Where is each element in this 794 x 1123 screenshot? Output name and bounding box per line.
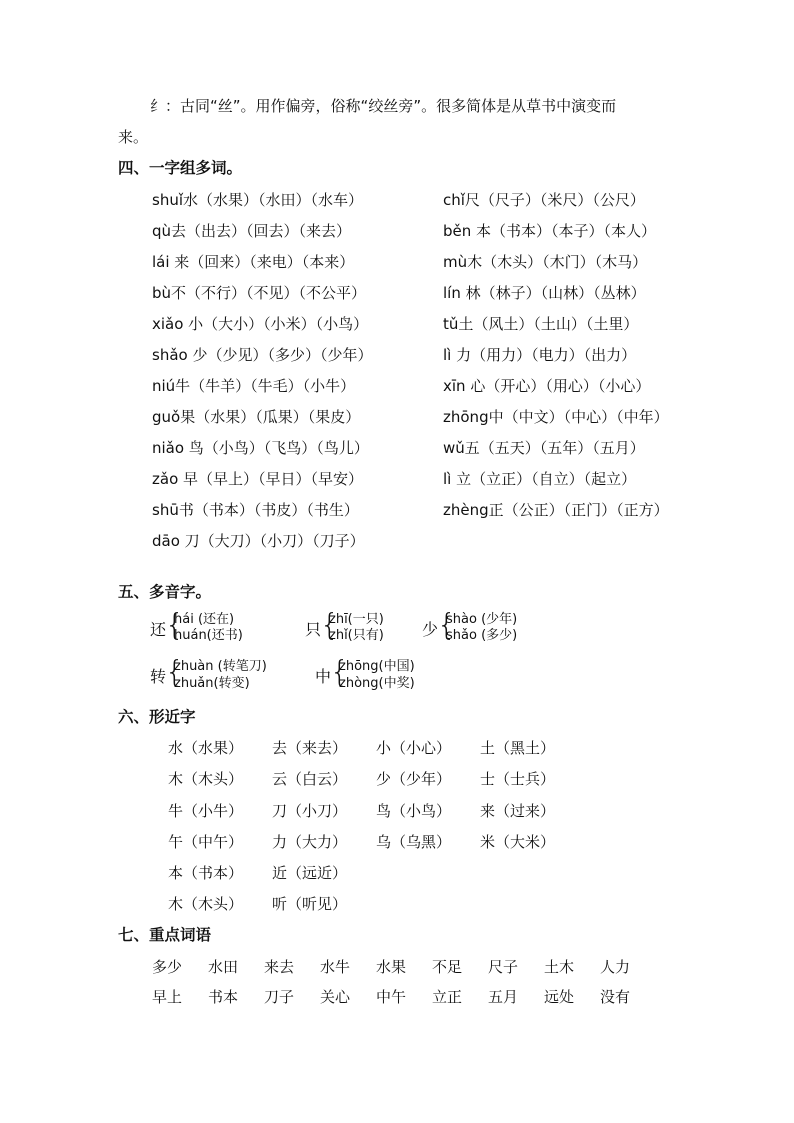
- word-group-item: shū书（书本）（书皮）（书生）: [152, 501, 359, 519]
- word-group-item: bù不（不行）（不见）（不公平）: [152, 284, 367, 302]
- similar-char-cell: 木（木头）: [168, 770, 244, 788]
- polyphone-reading: zhuǎn(转变): [174, 676, 250, 691]
- brace-icon: {: [437, 608, 457, 643]
- polyphone-reading: shǎo (多少): [446, 628, 518, 643]
- key-word: 五月: [488, 988, 519, 1006]
- section5-title: 五、多音字。: [118, 583, 212, 601]
- polyphone-char: 转: [150, 667, 167, 686]
- polyphone-char: 少: [422, 620, 439, 639]
- word-group-item: zhōng中（中文）（中心）（中年）: [443, 408, 669, 426]
- polyphone-reading: shào (少年): [446, 612, 518, 627]
- word-group-item: wǔ五（五天）（五年）（五月）: [443, 439, 645, 457]
- brace-icon: {: [165, 608, 185, 643]
- polyphone-reading: zhī(一只): [329, 612, 384, 627]
- similar-char-cell: 水（水果）: [168, 739, 244, 757]
- intro-line-1: 纟：古同“丝”。用作偏旁，俗称“绞丝旁”。很多简体是从草书中演变而: [150, 97, 617, 115]
- key-word: 多少: [152, 958, 183, 976]
- key-word: 水牛: [320, 958, 351, 976]
- key-word: 人力: [600, 958, 631, 976]
- polyphone-reading: hái (还在): [174, 612, 235, 627]
- similar-char-cell: 本（书本）: [168, 864, 244, 882]
- polyphone-reading: zhōng(中国): [339, 659, 415, 674]
- polyphone-char: 中: [315, 667, 332, 686]
- polyphone-char: 还: [150, 620, 167, 639]
- similar-char-cell: 小（小心）: [376, 739, 452, 757]
- word-group-item: tǔ土（风土）（土山）（土里）: [443, 315, 639, 333]
- word-group-item: xīn 心（开心）（用心）（小心）: [443, 377, 651, 395]
- similar-char-cell: 米（大米）: [480, 833, 556, 851]
- brace-icon: {: [330, 655, 350, 690]
- similar-char-cell: 力（大力）: [272, 833, 348, 851]
- key-word: 书本: [208, 988, 239, 1006]
- section4-title: 四、一字组多词。: [118, 159, 243, 177]
- word-group-item: zhèng正（公正）（正门）（正方）: [443, 501, 669, 519]
- word-group-item: xiǎo 小（大小）（小米）（小鸟）: [152, 315, 369, 333]
- word-group-item: niǎo 鸟（小鸟）（飞鸟）（鸟儿）: [152, 439, 369, 457]
- similar-char-cell: 士（士兵）: [480, 770, 556, 788]
- word-group-item: lì 力（用力）（电力）（出力）: [443, 346, 637, 364]
- polyphone-reading: zhǐ(只有): [329, 628, 384, 643]
- key-word: 立正: [432, 988, 463, 1006]
- similar-char-cell: 听（听见）: [272, 895, 348, 913]
- key-word: 不足: [432, 958, 463, 976]
- word-group-item: qù去（出去）（回去）（来去）: [152, 222, 352, 240]
- similar-char-cell: 少（少年）: [376, 770, 452, 788]
- similar-char-cell: 乌（乌黑）: [376, 833, 452, 851]
- word-group-item: zǎo 早（早上）（早日）（早安）: [152, 470, 364, 488]
- similar-char-cell: 木（木头）: [168, 895, 244, 913]
- word-group-item: shǎo 少（少见）（多少）（少年）: [152, 346, 373, 364]
- section7-title: 七、重点词语: [118, 926, 212, 944]
- section6-title: 六、形近字: [118, 708, 196, 726]
- word-group-item: lái 来（回来）（来电）（本来）: [152, 253, 355, 271]
- key-word: 水田: [208, 958, 239, 976]
- similar-char-cell: 牛（小牛）: [168, 802, 244, 820]
- key-word: 尺子: [488, 958, 519, 976]
- polyphone-reading: huán(还书): [174, 628, 243, 643]
- word-group-item: lín 林（林子）（山林）（丛林）: [443, 284, 646, 302]
- key-word: 中午: [376, 988, 407, 1006]
- similar-char-cell: 刀（小刀）: [272, 802, 348, 820]
- similar-char-cell: 鸟（小鸟）: [376, 802, 452, 820]
- key-word: 水果: [376, 958, 407, 976]
- polyphone-char: 只: [305, 620, 322, 639]
- key-word: 来去: [264, 958, 295, 976]
- word-group-item: guǒ果（水果）（瓜果）（果皮）: [152, 408, 361, 426]
- key-word: 关心: [320, 988, 351, 1006]
- similar-char-cell: 来（过来）: [480, 802, 556, 820]
- word-group-item: běn 本（书本）（本子）（本人）: [443, 222, 657, 240]
- polyphone-reading: zhuàn (转笔刀): [174, 659, 267, 674]
- similar-char-cell: 去（来去）: [272, 739, 348, 757]
- brace-icon: {: [320, 608, 340, 643]
- word-group-item: chǐ尺（尺子）（米尺）（公尺）: [443, 191, 645, 209]
- key-word: 早上: [152, 988, 183, 1006]
- similar-char-cell: 近（远近）: [272, 864, 348, 882]
- word-group-item: niú牛（牛羊）（牛毛）（小牛）: [152, 377, 356, 395]
- key-word: 远处: [544, 988, 575, 1006]
- polyphone-reading: zhòng(中奖): [339, 676, 415, 691]
- word-group-item: lì 立（立正）（自立）（起立）: [443, 470, 637, 488]
- intro-line-2: 来。: [118, 128, 149, 146]
- similar-char-cell: 土（黑土）: [480, 739, 556, 757]
- similar-char-cell: 云（白云）: [272, 770, 348, 788]
- brace-icon: {: [165, 655, 185, 690]
- similar-char-cell: 午（中午）: [168, 833, 244, 851]
- word-group-item: shuǐ水（水果）（水田）（水车）: [152, 191, 363, 209]
- word-group-item: dāo 刀（大刀）（小刀）（刀子）: [152, 532, 365, 550]
- key-word: 没有: [600, 988, 631, 1006]
- key-word: 土木: [544, 958, 575, 976]
- key-word: 刀子: [264, 988, 295, 1006]
- word-group-item: mù木（木头）（木门）（木马）: [443, 253, 648, 271]
